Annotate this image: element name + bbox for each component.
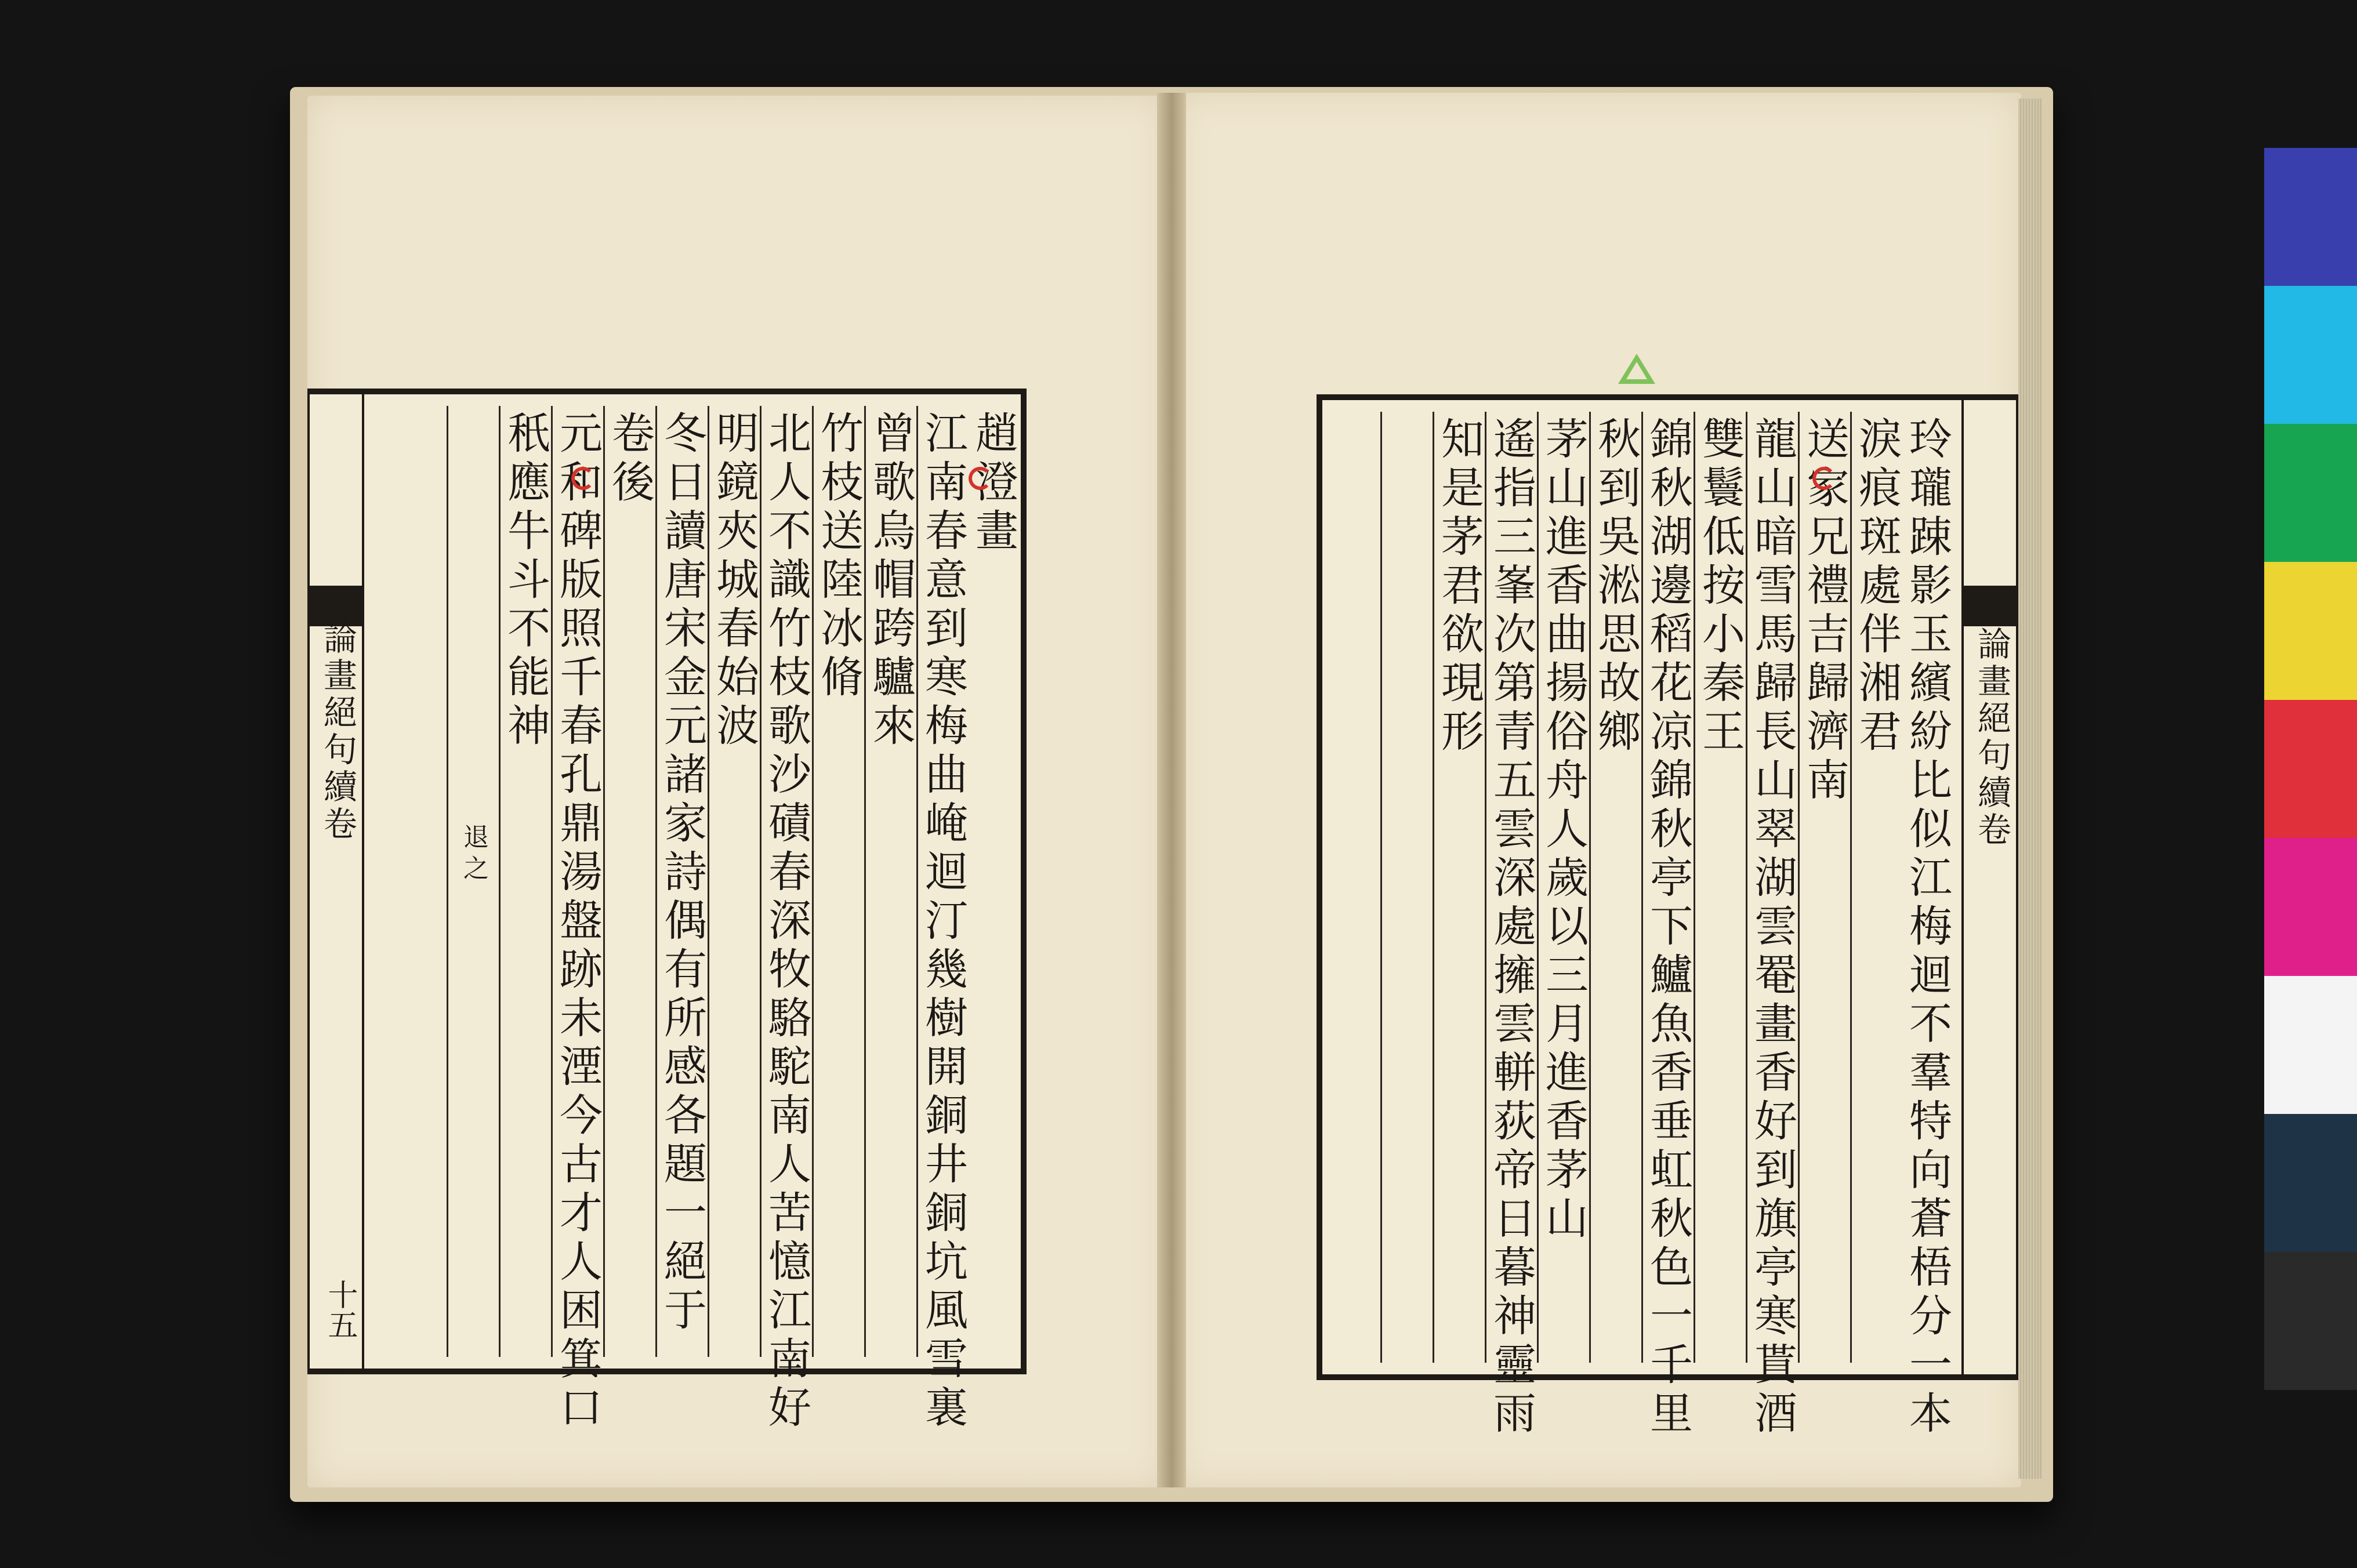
text-column: 趙澄畫 xyxy=(969,411,1018,557)
book-gutter xyxy=(1157,93,1186,1487)
text-column: 淚痕斑處伴湘君 xyxy=(1850,412,1902,1363)
text-column: 知是茅君欲現形 xyxy=(1433,412,1484,1363)
color-calibration-chart xyxy=(2264,148,2357,1395)
text-column: 明鏡夾城春始波 xyxy=(708,406,759,1357)
red-circle-mark xyxy=(969,467,992,490)
right-text-block xyxy=(1317,394,2018,1439)
green-triangle-mark xyxy=(1618,354,1655,384)
left-text-block xyxy=(307,389,1027,1433)
color-swatch xyxy=(2264,148,2357,286)
text-column: 龍山暗雪馬歸長山翠湖雲罨畫香好到旗亭寒貰酒 xyxy=(1746,412,1797,1363)
color-swatch xyxy=(2264,976,2357,1114)
banxin: 論畫絕句續卷 十五 xyxy=(307,394,364,1369)
text-column: 秖應牛斗不能神 xyxy=(499,406,550,1357)
fish-tail-mark xyxy=(1961,586,2018,626)
note-column: 退之 xyxy=(447,406,498,1357)
color-swatch xyxy=(2264,424,2357,562)
text-column: 江南春意到寒梅曲崦迴汀幾樹開銅井銅坑風雪裏 xyxy=(916,406,968,1357)
text-column: 茅山進香曲揚俗舟人歲以三月進香茅山 xyxy=(1537,412,1589,1363)
text-column: 冬日讀唐宋金元諸家詩偶有所感各題一絕于 xyxy=(655,406,707,1357)
blank-column xyxy=(1380,412,1432,1363)
text-column: 遙指三峯次第青五雲深處擁雲軿荻帝日暮神靈雨 xyxy=(1485,412,1536,1363)
color-swatch xyxy=(2264,1114,2357,1252)
page-edges xyxy=(2018,99,2041,1479)
banxin: 論畫絕句續卷 xyxy=(1961,400,2018,1374)
text-column: 錦秋湖邊稻花凉錦秋亭下鱸魚香垂虹秋色一千里 xyxy=(1641,412,1693,1363)
text-column: 秋到吳淞思故鄉 xyxy=(1589,412,1641,1363)
red-circle-mark xyxy=(571,467,594,490)
red-circle-mark xyxy=(1812,467,1836,490)
color-swatch xyxy=(2264,1252,2357,1390)
text-column: 卷後 xyxy=(603,406,655,1357)
color-swatch xyxy=(2264,700,2357,838)
text-column: 送家兄禮吉歸濟南 xyxy=(1798,412,1850,1363)
text-column: 北人不識竹枝歌沙磧春深牧駱駝南人苦憶江南好 xyxy=(760,406,811,1357)
color-swatch xyxy=(2264,562,2357,700)
text-column: 元和碑版照千春孔鼎湯盤跡未湮今古才人困箕口 xyxy=(551,406,603,1357)
text-column: 雙鬟低按小秦王 xyxy=(1694,412,1745,1363)
text-column: 玲瓏踈影玉繽紛比似江梅迴不羣特向蒼梧分一本 xyxy=(1902,416,1952,1439)
color-swatch xyxy=(2264,838,2357,976)
text-column: 竹枝送陸冰脩 xyxy=(812,406,864,1357)
color-swatch xyxy=(2264,286,2357,424)
text-column: 曾歌烏帽跨驢來 xyxy=(864,406,916,1357)
